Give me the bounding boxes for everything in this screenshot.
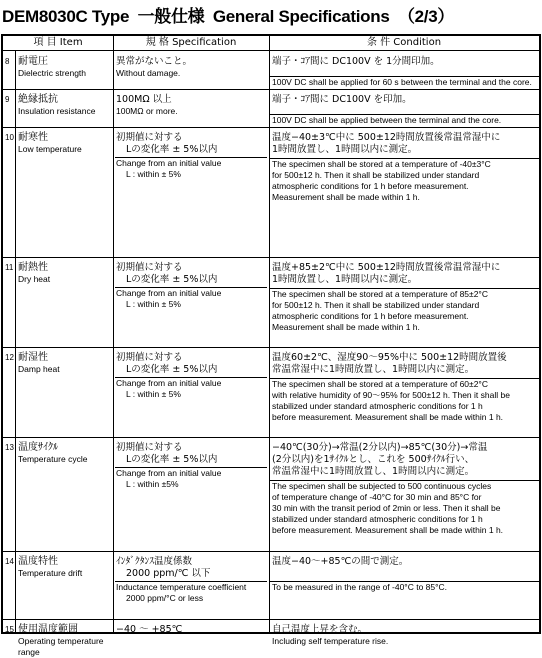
spec-jp	[116, 624, 266, 636]
spec-jp-line: 異常がないこと。	[116, 56, 193, 67]
spec-jp-line: Lの変化率 ± 5%以内	[126, 144, 218, 155]
cond-jp-line: 端子・ｺｱ間に DC100V を印加。	[272, 94, 412, 105]
item-name-jp: 耐熱性	[18, 262, 48, 273]
item-name	[18, 132, 113, 155]
cond-en-line: Including self temperature rise.	[272, 636, 389, 646]
row-number: 9	[5, 95, 10, 104]
cond-jp-line: 1時間放置し、1時間以内に測定。	[272, 144, 418, 155]
cond-en-line: atmospheric conditions for 1 h before measurement.	[272, 181, 469, 191]
cond-jp	[272, 556, 538, 568]
cond-jp-line: 温度−40±3℃中に 500±12時間放置後常温常湿中に	[272, 132, 501, 143]
item-name-jp: 耐寒性	[18, 132, 48, 143]
spec-divider	[115, 581, 267, 582]
cond-en-line: 100V DC shall be applied for 60 s between the terminal and the core.	[272, 77, 532, 87]
spec-jp-line: Lの変化率 ± 5%以内	[126, 454, 218, 465]
row-number: 10	[5, 133, 14, 142]
cond-en-line: The specimen shall be stored at a temperature of -40±3°C	[272, 159, 491, 169]
cond-en-line: stabilized under standard atmospheric conditions for 1 h	[272, 514, 483, 524]
item-name-en: Damp heat	[18, 364, 60, 374]
cond-en-line: 100V DC shall be applied between the terminal and the core.	[272, 115, 502, 125]
cond-en	[272, 289, 538, 333]
row-number: 14	[5, 557, 14, 566]
header-item: 項 目 Item	[33, 37, 83, 48]
item-name-en: Temperature cycle	[18, 454, 88, 464]
model-name: DEM8030C Type	[2, 7, 130, 26]
cond-en	[272, 481, 538, 536]
cond-en	[272, 379, 538, 423]
cond-en-line: for 500±12 h. Then it shall be stabilized under standard	[272, 300, 480, 310]
spec-jp-line: −40 〜 +85℃	[116, 624, 183, 635]
cond-divider	[269, 480, 539, 481]
spec-divider	[115, 157, 267, 158]
table-row	[3, 438, 539, 552]
cond-en	[272, 159, 538, 203]
spec-jp	[116, 442, 266, 466]
table-row	[3, 52, 539, 90]
cond-en-line: The specimen shall be stored at a temperature of 85±2°C	[272, 289, 488, 299]
cond-en-line: stabilized under standard atmospheric conditions for 1 h	[272, 401, 483, 411]
cond-en-line: The specimen shall be subjected to 500 continuous cycles	[272, 481, 492, 491]
cond-jp-line: 端子・ｺｱ間に DC100V を 1分間印加。	[272, 56, 440, 67]
cond-en-line: of temperature change of -40°C for 30 min and 85°C for	[272, 492, 482, 502]
spec-jp	[116, 56, 266, 68]
item-name	[18, 442, 113, 465]
item-name-en: Dry heat	[18, 274, 51, 284]
spec-jp-line: Lの変化率 ± 5%以内	[126, 364, 218, 375]
spec-jp-line: 100MΩ 以上	[116, 94, 172, 105]
item-name-en: Dielectric strength	[18, 68, 87, 78]
item-name	[18, 352, 113, 375]
cond-divider	[269, 378, 539, 379]
header-spec: 規 格 Specification	[145, 37, 237, 48]
cond-jp-line: 常温常湿中に1時間放置し、1時間以内に測定。	[272, 466, 475, 477]
cond-en-line: 30 min with the transit period of 2min or less. Then it shall be	[272, 503, 501, 513]
spec-en-line: L : within ± 5%	[126, 299, 181, 309]
item-name-en: Low temperature	[18, 144, 82, 154]
spec-table	[1, 34, 541, 657]
cond-jp	[272, 56, 538, 68]
spec-en	[116, 582, 266, 604]
item-name	[18, 556, 113, 579]
cond-jp	[272, 132, 538, 156]
spec-en	[116, 158, 266, 180]
spec-jp-line: 初期値に対する	[116, 442, 183, 453]
spec-en-line: 2000 ppm/°C or less	[126, 593, 204, 603]
spec-en-line: Change from an initial value	[116, 158, 222, 168]
item-name-jp: 温度特性	[18, 556, 58, 567]
spec-en-line: Change from an initial value	[116, 288, 222, 298]
cond-divider	[269, 581, 539, 582]
row-number: 11	[5, 263, 14, 272]
cond-en	[272, 636, 538, 647]
table-row	[3, 90, 539, 128]
cond-jp-line: 温度−40〜+85℃の間で測定。	[272, 556, 409, 567]
cond-en	[272, 582, 538, 593]
table-row	[3, 128, 539, 258]
table-row	[3, 620, 539, 657]
cond-en-line: Measurement shall be made within 1 h.	[272, 192, 420, 202]
row-number: 13	[5, 443, 14, 452]
cond-en-line: for 500±12 h. Then it shall be stabilized under standard	[272, 170, 480, 180]
spec-divider	[115, 287, 267, 288]
item-name	[18, 262, 113, 285]
item-name	[18, 56, 113, 79]
cond-jp-line: −40℃(30分)→常温(2分以内)→85℃(30分)→常温	[272, 442, 488, 453]
table-row	[3, 348, 539, 438]
cond-jp-line: 温度60±2℃、湿度90〜95%中に 500±12時間放置後	[272, 352, 507, 363]
cond-divider	[269, 114, 539, 115]
cond-jp-line: 自己温度上昇を含む。	[272, 624, 368, 635]
item-name-jp: 耐湿性	[18, 352, 48, 363]
cond-jp-line: 常温常湿中に1時間放置し、1時間以内に測定。	[272, 364, 475, 375]
cond-jp	[272, 262, 538, 286]
item-name-jp: 使用温度範囲	[18, 624, 78, 635]
spec-jp	[116, 262, 266, 286]
spec-en-line: L : within ± 5%	[126, 389, 181, 399]
title-en: General Specifications	[212, 7, 390, 26]
spec-jp	[116, 132, 266, 156]
item-name-jp: 絶縁抵抗	[18, 94, 58, 105]
cond-en	[272, 115, 538, 126]
item-name	[18, 624, 113, 658]
spec-jp-line: 初期値に対する	[116, 352, 183, 363]
spec-en-line: Inductance temperature coefficient	[116, 582, 247, 592]
spec-en	[116, 288, 266, 310]
row-number: 8	[5, 57, 10, 66]
spec-en-line: Change from an initial value	[116, 378, 222, 388]
header-cond: 条 件 Condition	[366, 37, 442, 48]
spec-en	[116, 106, 266, 117]
spec-en	[116, 378, 266, 400]
cond-en-line: Measurement shall be made within 1 h.	[272, 322, 420, 332]
document-title	[2, 6, 540, 28]
spec-jp-line: Lの変化率 ± 5%以内	[126, 274, 218, 285]
spec-jp-line: ｲﾝﾀﾞｸﾀﾝｽ温度係数	[116, 556, 193, 567]
spec-en-line: 100MΩ or more.	[116, 106, 178, 116]
item-name-jp: 温度ｻｲｸﾙ	[18, 442, 58, 453]
spec-en-line: Without damage.	[116, 68, 181, 78]
item-name-en: Temperature drift	[18, 568, 83, 578]
spec-jp-line: 2000 ppm/℃ 以下	[126, 568, 211, 579]
cond-en-line: with relative humidity of 90〜95% for 500±12 h. Then it shall be	[272, 390, 510, 400]
cond-jp	[272, 624, 538, 636]
page-indicator: （2/3）	[397, 7, 455, 26]
table-header	[3, 36, 539, 51]
cond-jp	[272, 442, 538, 478]
row-number: 15	[5, 625, 14, 634]
spec-en	[116, 68, 266, 79]
cond-en-line: atmospheric conditions for 1 h before measurement.	[272, 311, 469, 321]
spec-en-line: L : within ±5%	[126, 479, 179, 489]
cond-jp-line: (2分以内)を1ｻｲｸﾙとし、これを 500ｻｲｸﾙ行い、	[272, 454, 475, 465]
cond-en-line: before measurement. Measurement shall be made within 1 h.	[272, 525, 504, 535]
title-jp: 一般仕様	[137, 7, 205, 26]
spec-en-line: L : within ± 5%	[126, 169, 181, 179]
spec-jp-line: 初期値に対する	[116, 262, 183, 273]
spec-divider	[115, 467, 267, 468]
cond-en	[272, 77, 538, 88]
table-row	[3, 552, 539, 620]
cond-divider	[269, 76, 539, 77]
cond-jp	[272, 352, 538, 376]
spec-divider	[115, 377, 267, 378]
item-name	[18, 94, 113, 117]
item-name-en: Insulation resistance	[18, 106, 96, 116]
cond-en-line: before measurement. Measurement shall be made within 1 h.	[272, 412, 504, 422]
cond-jp	[272, 94, 538, 106]
spec-jp	[116, 556, 266, 580]
spec-jp	[116, 352, 266, 376]
cond-en-line: The specimen shall be stored at a temperature of 60±2°C	[272, 379, 488, 389]
row-number: 12	[5, 353, 14, 362]
item-name-en: Operating temperature range	[18, 636, 104, 657]
spec-en-line: Change from an initial value	[116, 468, 222, 478]
cond-jp-line: 1時間放置し、1時間以内に測定。	[272, 274, 418, 285]
spec-jp	[116, 94, 266, 106]
spec-en	[116, 468, 266, 490]
cond-divider	[269, 288, 539, 289]
cond-en-line: To be measured in the range of -40°C to 85°C.	[272, 582, 448, 592]
cond-jp-line: 温度+85±2℃中に 500±12時間放置後常温常湿中に	[272, 262, 501, 273]
table-row	[3, 258, 539, 348]
item-name-jp: 耐電圧	[18, 56, 48, 67]
spec-jp-line: 初期値に対する	[116, 132, 183, 143]
cond-divider	[269, 158, 539, 159]
